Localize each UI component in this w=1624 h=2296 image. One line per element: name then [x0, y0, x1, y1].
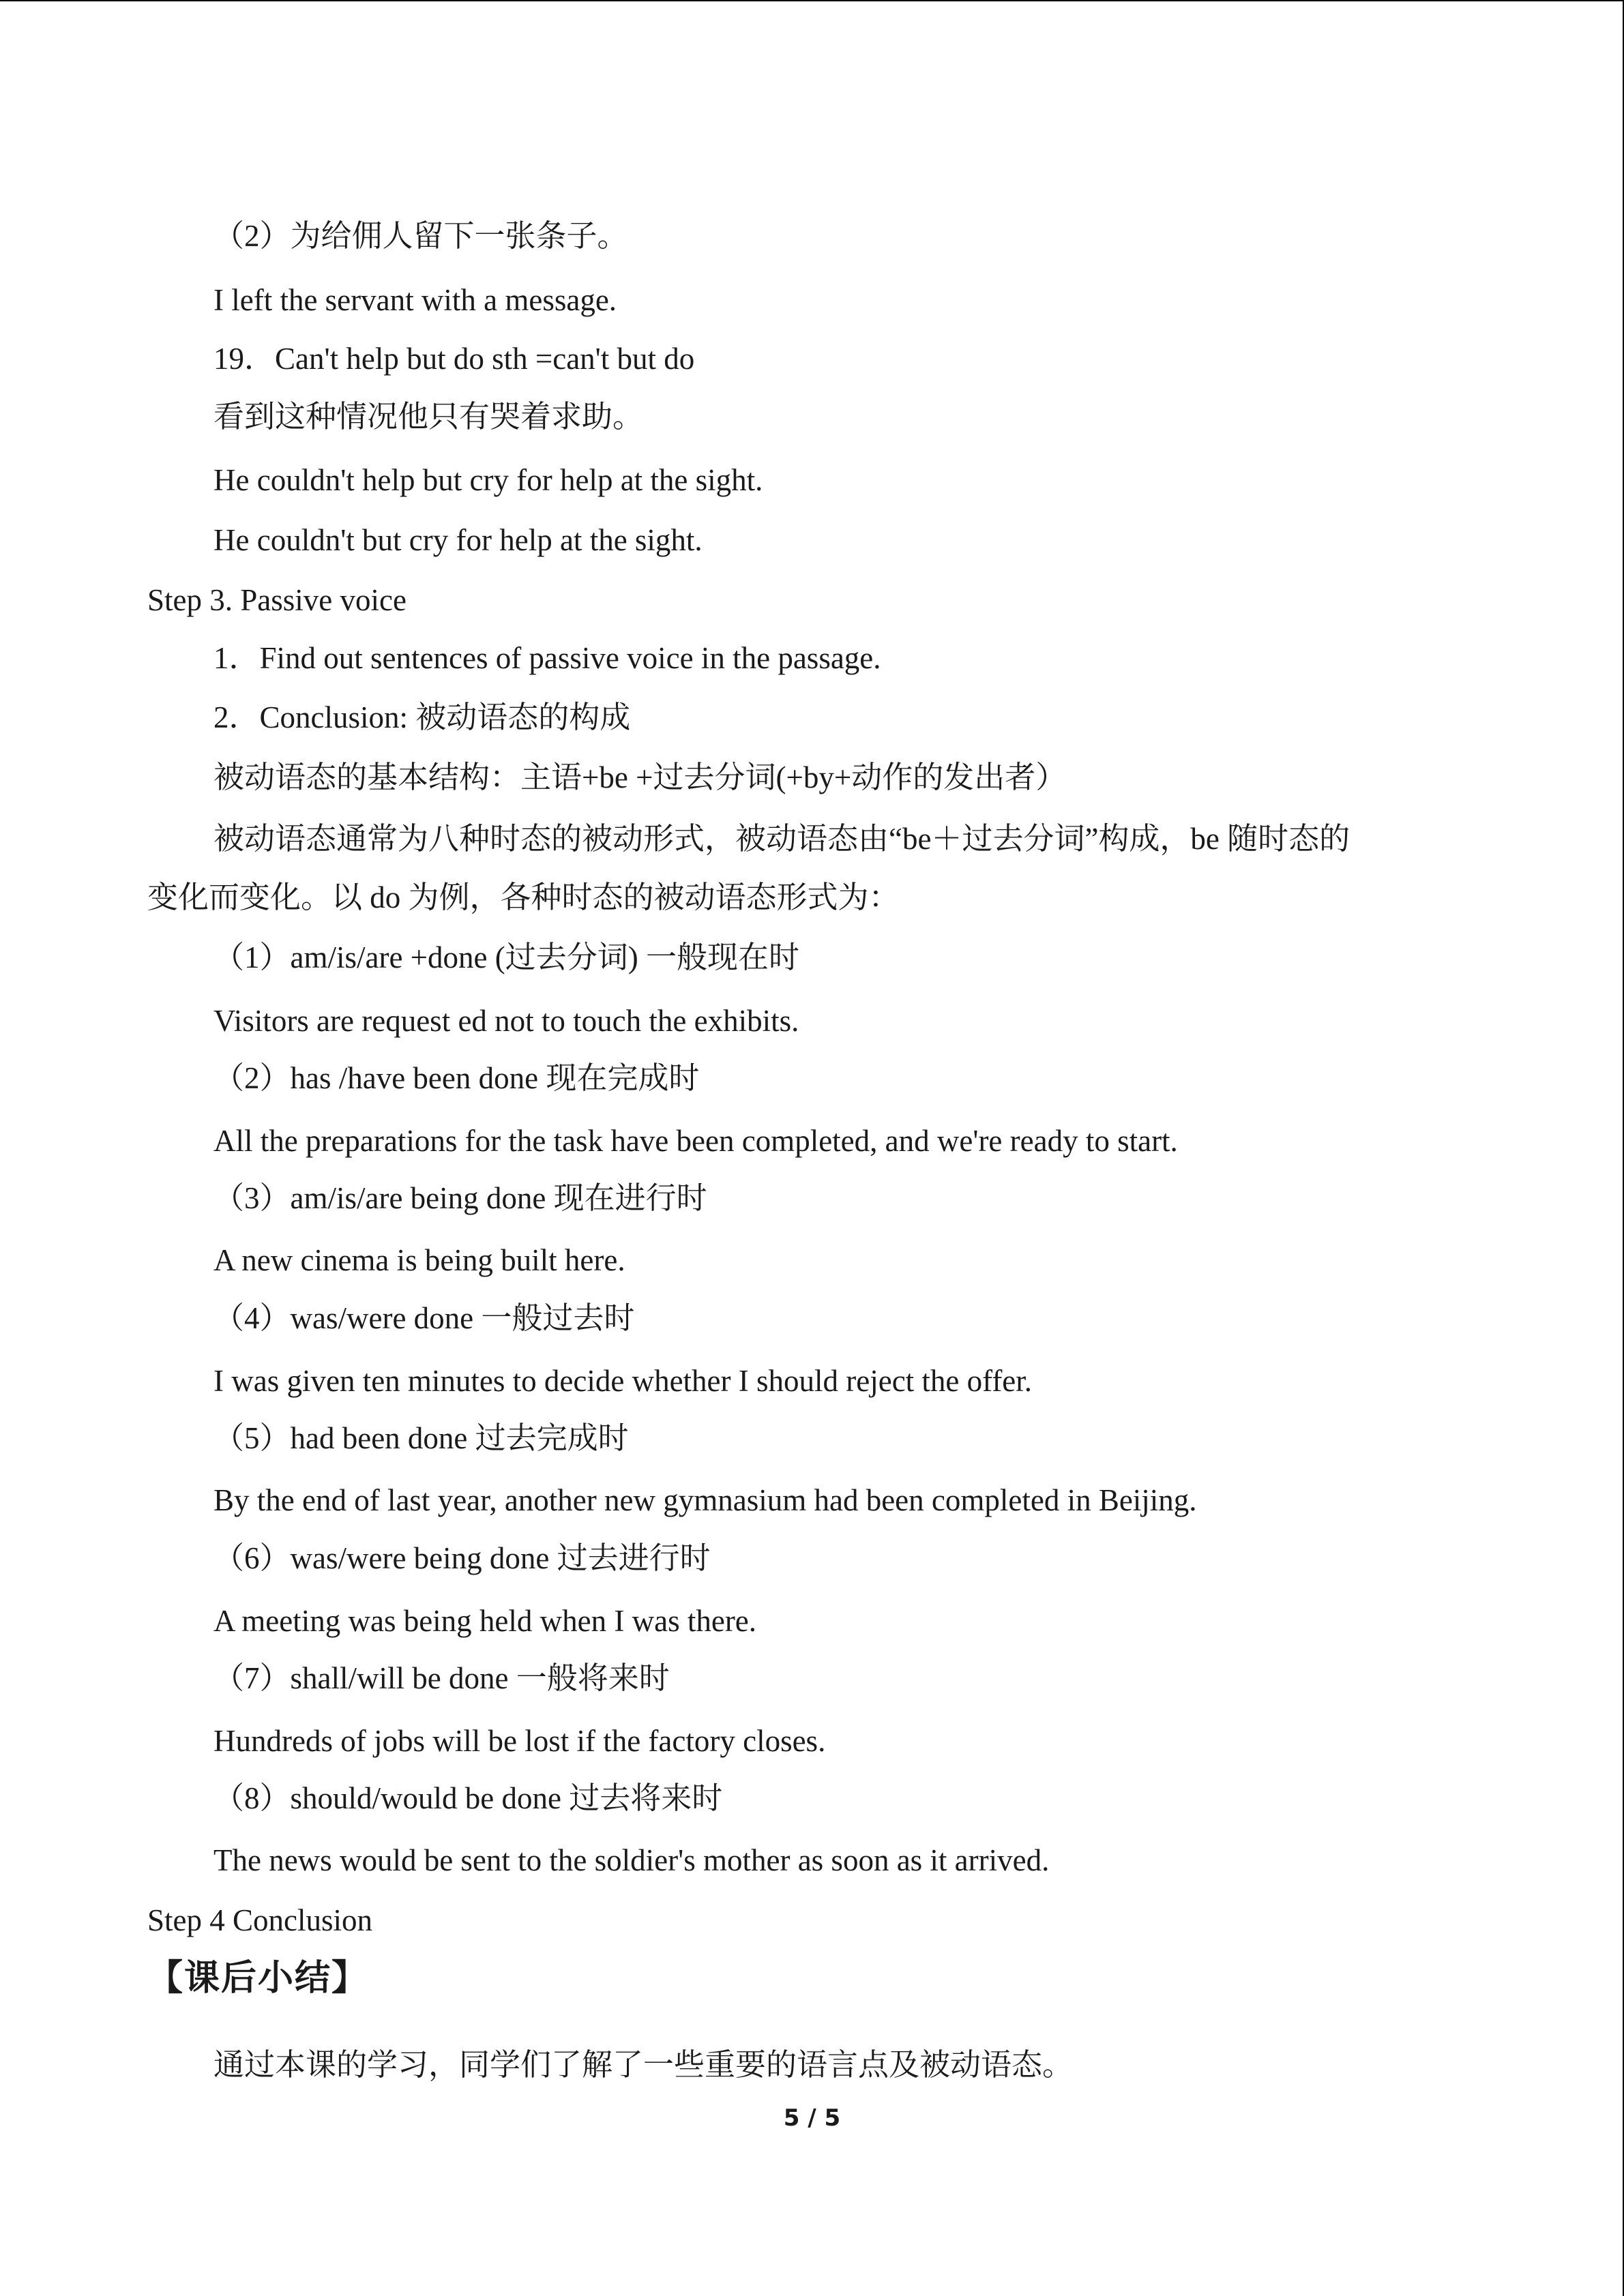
example-sentence: All the preparations for the task have been completed, and we're ready to start.: [213, 1124, 1178, 1158]
list-item: 19．Can't help but do sth =can't but do: [213, 342, 695, 376]
tense-form: （7）shall/will be done 一般将来时: [213, 1661, 670, 1695]
summary-text: 通过本课的学习，同学们了解了一些重要的语言点及被动语态。: [213, 2048, 1074, 2082]
example-sentence: Visitors are request ed not to touch the exhibits.: [213, 1004, 799, 1038]
example-sentence: A new cinema is being built here.: [213, 1243, 625, 1277]
text-line: He couldn't help but cry for help at the sight.: [213, 463, 763, 497]
tense-form: （8）should/would be done 过去将来时: [213, 1781, 723, 1815]
tense-form: （4）was/were done 一般过去时: [213, 1301, 635, 1335]
tense-form: （1）am/is/are +done (过去分词) 一般现在时: [213, 940, 799, 974]
text-line: 被动语态的基本结构：主语+be +过去分词(+by+动作的发出者）: [213, 760, 1067, 794]
tense-form: （2）has /have been done 现在完成时: [213, 1061, 700, 1095]
tense-form: （5）had been done 过去完成时: [213, 1421, 629, 1455]
tense-form: （6）was/were being done 过去进行时: [213, 1541, 711, 1575]
text-line: I left the servant with a message.: [213, 283, 617, 317]
list-item: 2．Conclusion: 被动语态的构成: [213, 700, 631, 734]
example-sentence: I was given ten minutes to decide whether I should reject the offer.: [213, 1364, 1033, 1398]
example-sentence: The news would be sent to the soldier's mother as soon as it arrived.: [213, 1843, 1050, 1877]
step-heading: Step 4 Conclusion: [147, 1903, 373, 1937]
text-line: He couldn't but cry for help at the sight.: [213, 523, 703, 557]
text-line: 变化而变化。以 do 为例，各种时态的被动语态形式为：: [147, 880, 900, 914]
list-item: 1．Find out sentences of passive voice in the passage.: [213, 641, 881, 675]
step-heading: Step 3. Passive voice: [147, 583, 407, 617]
example-sentence: Hundreds of jobs will be lost if the factory closes.: [213, 1724, 826, 1758]
text-line: （2）为给佣人留下一张条子。: [213, 219, 628, 253]
text-line: 看到这种情况他只有哭着求助。: [213, 400, 644, 434]
example-sentence: By the end of last year, another new gymnasium had been completed in Beijing.: [213, 1483, 1197, 1517]
example-sentence: A meeting was being held when I was there.: [213, 1604, 757, 1638]
tense-form: （3）am/is/are being done 现在进行时: [213, 1181, 707, 1215]
summary-heading: 【课后小结】: [147, 1958, 369, 1999]
text-line: 被动语态通常为八种时态的被动形式，被动语态由“be＋过去分词”构成，be 随时态的: [213, 822, 1350, 856]
page-number: 5 / 5: [783, 2104, 841, 2132]
